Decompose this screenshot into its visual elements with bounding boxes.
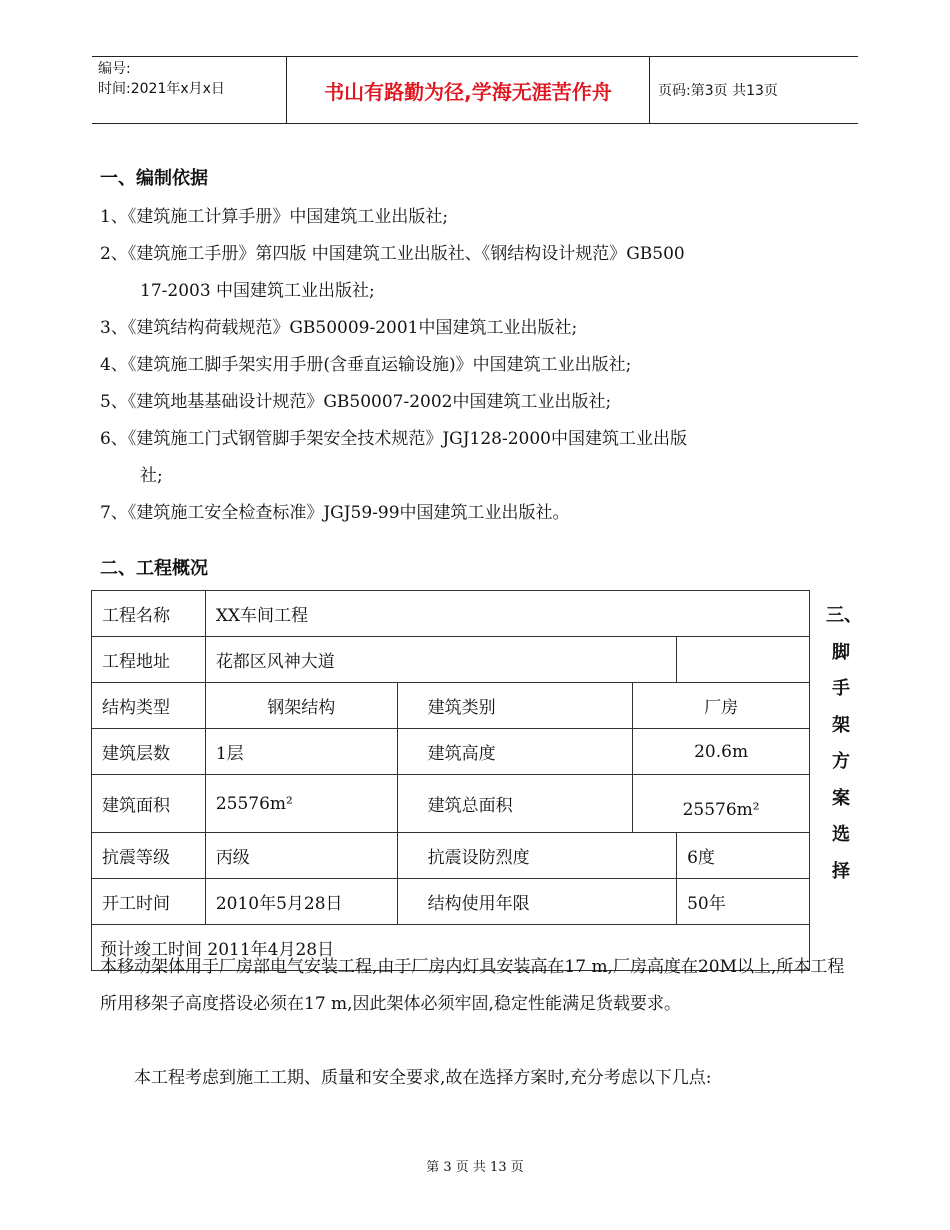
cell-label: 抗震设防烈度 (397, 833, 677, 879)
cell-label: 建筑面积 (92, 775, 206, 833)
cell-label: 建筑层数 (92, 729, 206, 775)
cell-value: 25576m² (633, 775, 810, 833)
cell-label: 抗震等级 (92, 833, 206, 879)
cell-value: 钢架结构 (205, 683, 397, 729)
basis-line-2: 2、《建筑施工手册》第四版 中国建筑工业出版社、《钢结构设计规范》GB500 (100, 244, 685, 264)
cell-label: 建筑高度 (397, 729, 633, 775)
vertical-char: 案 (832, 787, 850, 809)
page-footer: 第 3 页 共 13 页 (426, 1160, 524, 1175)
basis-line-5: 5、《建筑地基基础设计规范》GB50007-2002中国建筑工业出版社; (100, 392, 612, 412)
table-row (92, 591, 810, 637)
basis-line-1: 1、《建筑施工计算手册》中国建筑工业出版社; (100, 207, 449, 227)
basis-line-6-cont: 社; (140, 466, 163, 486)
basis-line-7: 7、《建筑施工安全检查标准》JGJ59-99中国建筑工业出版社。 (100, 503, 570, 523)
cell-empty (677, 637, 810, 683)
body-paragraph-2: 本工程考虑到施工工期、质量和安全要求,故在选择方案时,充分考虑以下几点: (134, 1068, 712, 1088)
vertical-char: 三、 (826, 605, 862, 626)
time-label: 时间:2021年x月x日 (98, 81, 225, 97)
vertical-char: 择 (832, 860, 850, 882)
vertical-char: 方 (832, 751, 850, 772)
basis-line-3: 3、《建筑结构荷载规范》GB50009-2001中国建筑工业出版社; (100, 318, 578, 338)
header-meta (98, 59, 225, 99)
section-title-scaffold-vertical (826, 598, 862, 890)
vertical-char: 脚 (832, 641, 850, 663)
vertical-char: 手 (832, 678, 850, 699)
cell-value: XX车间工程 (205, 591, 809, 637)
cell-value: 20.6m (633, 729, 810, 775)
basis-line-4: 4、《建筑施工脚手架实用手册(含垂直运输设施)》中国建筑工业出版社; (100, 355, 632, 375)
body-paragraph-1: 本移动架体用于厂房部电气安装工程,由于厂房内灯具安装高在17 m,厂房高度在20M以上,所本工程所用移架子高度搭设必须在17 m,因此架体必须牢固,稳定性能满足货载要求。 (100, 957, 845, 1014)
cell-label: 工程地址 (92, 637, 206, 683)
number-label: 编号: (98, 61, 131, 77)
table-row (92, 775, 810, 833)
cell-label: 结构类型 (92, 683, 206, 729)
basis-line-6: 6、《建筑施工门式钢管脚手架安全技术规范》JGJ128-2000中国建筑工业出版 (100, 429, 687, 449)
cell-value: 25576m² (205, 775, 397, 833)
project-overview-table (91, 590, 810, 971)
header-motto: 书山有路勤为径,学海无涯苦作舟 (286, 57, 650, 123)
section-title-basis: 一、编制依据 (100, 168, 208, 189)
cell-value: 花都区风神大道 (205, 637, 676, 683)
table-row (92, 729, 810, 775)
cell-value: 50年 (677, 879, 810, 925)
cell-label: 工程名称 (92, 591, 206, 637)
table-row (92, 879, 810, 925)
cell-label: 建筑总面积 (397, 775, 633, 833)
cell-value: 2010年5月28日 (205, 879, 397, 925)
cell-value: 6度 (677, 833, 810, 879)
cell-label: 建筑类别 (397, 683, 633, 729)
section-title-overview: 二、工程概况 (100, 558, 208, 579)
cell-value: 丙级 (205, 833, 397, 879)
header-page-info: 页码:第3页 共13页 (658, 83, 778, 99)
cell-value: 厂房 (633, 683, 810, 729)
vertical-char: 架 (832, 714, 850, 736)
page-header (92, 56, 858, 124)
cell-completion: 预计竣工时间 2011年4月28日 (92, 925, 810, 971)
cell-label: 开工时间 (92, 879, 206, 925)
table-row (92, 833, 810, 879)
table-row (92, 683, 810, 729)
cell-value: 1层 (205, 729, 397, 775)
vertical-char: 选 (832, 824, 850, 845)
table-row (92, 637, 810, 683)
cell-label: 结构使用年限 (397, 879, 677, 925)
basis-line-2-cont: 17-2003 中国建筑工业出版社; (140, 281, 375, 301)
